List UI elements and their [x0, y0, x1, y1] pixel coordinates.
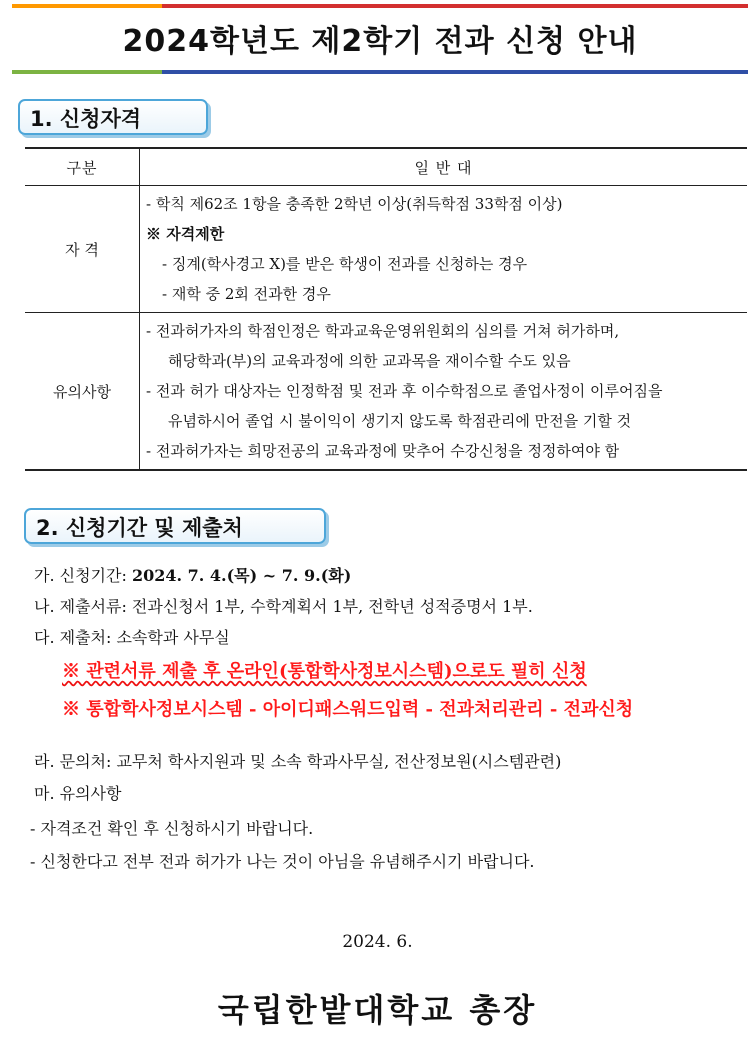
- table-row-caution: [25, 313, 747, 471]
- section-2-heading: 2. 신청기간 및 제출처: [24, 508, 326, 544]
- qual-line: - 징계(학사경고 X)를 받은 학생이 전과를 신청하는 경우: [162, 255, 528, 273]
- caution-item: - 자격조건 확인 후 신청하시기 바랍니다.: [30, 819, 314, 838]
- system-path-notice: ※ 통합학사정보시스템 - 아이디패스워드입력 - 전과처리관리 - 전과신청: [62, 699, 634, 720]
- caution-line: 해당학과(부)의 교육과정에 의한 교과목을 재이수할 수도 있음: [168, 352, 571, 370]
- accent-bar-top-right: [162, 4, 748, 8]
- contact-info: 라. 문의처: 교무처 학사지원과 및 소속 학과사무실, 전산정보원(시스템관련): [34, 752, 562, 771]
- caution-line: - 전과 허가 대상자는 인정학점 및 전과 후 이수학점으로 졸업사정이 이루어짐을: [146, 382, 663, 400]
- row-label: 유의사항: [25, 313, 140, 471]
- caution-line: - 전과허가자는 희망전공의 교육과정에 맞추어 수강신청을 정정하여야 함: [146, 442, 620, 460]
- row-content: [140, 313, 748, 471]
- title-banner: [12, 0, 748, 76]
- row-label: 자 격: [25, 186, 140, 313]
- accent-bar-bottom-right: [162, 70, 748, 74]
- accent-bar-bottom-left: [12, 70, 162, 74]
- period-label: 가. 신청기간:: [34, 566, 132, 585]
- caution-line: - 전과허가자의 학점인정은 학과교육운영위원회의 심의를 거쳐 허가하며,: [146, 322, 620, 340]
- qual-line: - 재학 중 2회 전과한 경우: [162, 285, 331, 303]
- header-category: 구분: [25, 148, 140, 186]
- qualification-table: [25, 147, 747, 471]
- qual-line: - 학칙 제62조 1항을 충족한 2학년 이상(취득학점 33학점 이상): [146, 195, 563, 213]
- submission-office: 다. 제출처: 소속학과 사무실: [34, 628, 230, 647]
- header-general: 일 반 대: [140, 148, 748, 186]
- caution-item: - 신청한다고 전부 전과 허가가 나는 것이 아님을 유념해주시기 바랍니다.: [30, 852, 535, 871]
- section-1-heading: 1. 신청자격: [18, 99, 208, 135]
- online-notice: [62, 657, 755, 683]
- caution-title: 마. 유의사항: [34, 784, 122, 803]
- application-period: [34, 563, 749, 586]
- page-title: 2024학년도 제2학기 전과 신청 안내: [122, 24, 638, 59]
- table-row-qualification: [25, 186, 747, 313]
- accent-bar-top-left: [12, 4, 162, 8]
- row-content: [140, 186, 748, 313]
- qual-restriction-title: ※ 자격제한: [146, 225, 225, 243]
- caution-line: 유념하시어 졸업 시 불이익이 생기지 않도록 학점관리에 만전을 기할 것: [168, 412, 632, 430]
- issue-date: 2024. 6.: [342, 932, 413, 952]
- required-documents: 나. 제출서류: 전과신청서 1부, 수학계획서 1부, 전학년 성적증명서 1부.: [34, 597, 533, 616]
- table-header-row: [25, 148, 747, 186]
- president-signature: 국립한밭대학교 총장: [217, 991, 538, 1029]
- online-notice-text: ※ 관련서류 제출 후 온라인(통합학사정보시스템)으로도 필히 신청: [62, 661, 587, 682]
- period-value: 2024. 7. 4.(목) ~ 7. 9.(화): [131, 566, 352, 585]
